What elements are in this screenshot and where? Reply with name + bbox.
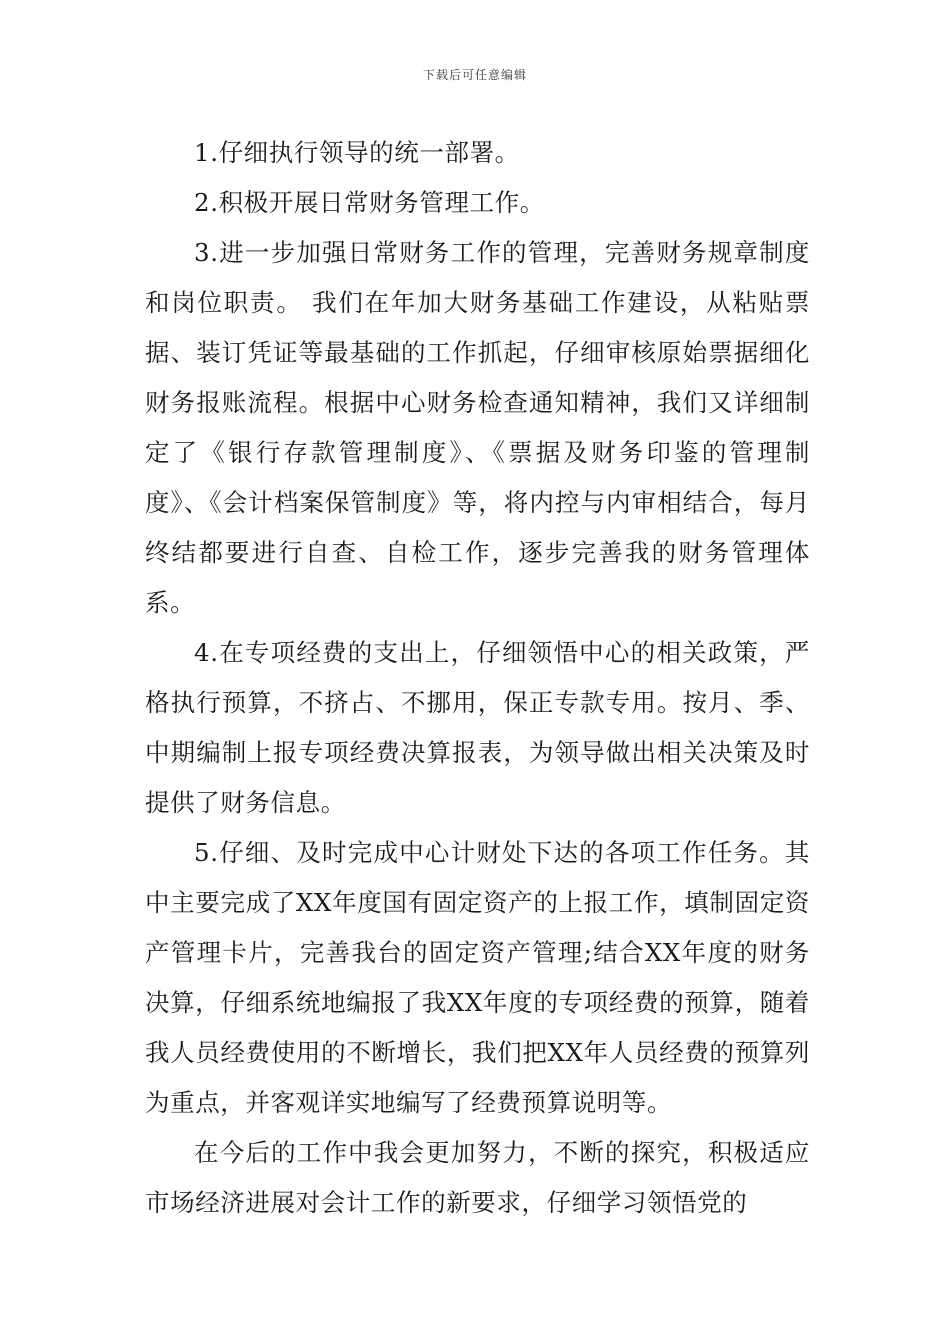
document-body [145,128,810,1228]
paragraph-item-2: 2.积极开展日常财务管理工作。 [194,188,545,217]
header-note: 下载后可任意编辑 [422,68,527,82]
paragraph-item-5: 5.仔细、及时完成中心计财处下达的各项工作任务。其中主要完成了XX年度国有固定资产的上报工作，填制固定资产管理卡片，完善我台的固定资产管理;结合XX年度的财务决算，仔细系统地编报了我XX年度的专项经费的预算，随着我人员经费使用的不断增长，我们把XX年人员经费的预算列为重点，并客观详实地编写了经费预算说明等。 [145,838,810,1117]
paragraph-item-1: 1.仔细执行领导的统一部署。 [194,138,520,167]
paragraph-item-4: 4.在专项经费的支出上，仔细领悟中心的相关政策，严格执行预算，不挤占、不挪用，保正专款专用。按月、季、中期编制上报专项经费决算报表，为领导做出相关决策及时提供了财务信息。 [145,638,810,817]
paragraph-item-3: 3.进一步加强日常财务工作的管理，完善财务规章制度和岗位职责。 我们在年加大财务基础工作建设，从粘贴票据、装订凭证等最基础的工作抓起，仔细审核原始票据细化财务报账流程。根据中心财务检查通知精神，我们又详细制定了《银行存款管理制度》、《票据及财务印鉴的管理制度》、《会计档案保管制度》等，将内控与内审相结合，每月终结都要进行自查、自检工作，逐步完善我的财务管理体系。 [145,238,810,617]
paragraph-conclusion: 在今后的工作中我会更加努力，不断的探究，积极适应市场经济进展对会计工作的新要求，仔细学习领悟党的 [145,1138,810,1217]
